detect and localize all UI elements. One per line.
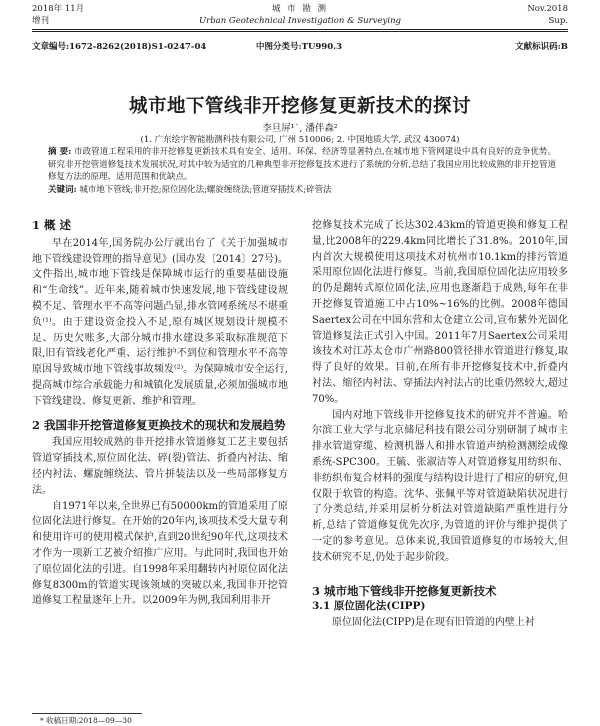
header-rule-2 xyxy=(32,31,568,32)
footnote-rule xyxy=(32,713,142,714)
abstract-label: 摘 要: xyxy=(48,147,72,157)
header-journal-name: 城 市 勘 测 xyxy=(271,4,329,14)
left-column xyxy=(32,218,288,609)
section-3-heading: 3 城市地下管线非开挖修复更新技术 xyxy=(312,583,497,598)
header-journal-english: Urban Geotechnical Investigation & Surveying xyxy=(199,16,401,26)
keywords-text: 城市地下管线;非开挖;原位固化法;螺旋缠绕法;管道穿插技术;碎管法 xyxy=(79,185,332,195)
section-2-paragraph-2: 自1971年以来,全世界已有50000km的管道采用了原位固化法进行修复。在开始的20年内,该项技术受大量专利和使用许可的使用模式保护,直到20世纪90年代,这项技术才作为一项新工艺被介绍推广应用。与此同时,我国也开始了原位固化法的引进。自1998年采用翻转内衬原位固化法修复8300m的管道实现该领域的突破以来,我国非开挖管道修复工程量逐年上升。以2009年为例,我国利用非开 xyxy=(32,500,288,607)
section-2-paragraph-4: 国内对地下管线非开挖修复技术的研究并不普遍。哈尔滨工业大学与北京储尼科技有限公司分别研制了城市主排水管道穿缆、检测机器人和排水管道声纳检测测绘成像系统-SPC300。王毓、张淑洁等人对管道修复用纺织布、非纺织布复合材料的强度与结构设计进行了相应的研究,但仅限于软管的构造。沈华、张佩平等对管道缺陷状况进行了分类总结,并采用层析分析法对管道缺陷严重性进行分析,总结了管道修复优先次序,为管道的评价与维护提供了一定的参考意见。总体来说,我国管道修复的市场较大,但技术研究不足,仍处于起步阶段。 xyxy=(312,409,568,563)
header-issue-sup-en: Sup. xyxy=(548,16,568,26)
author-affiliation: (1. 广东绘宇智能勘测科技有限公司, 广州 510006; 2. 中国地质大学, 武汉 430074) xyxy=(140,135,460,145)
section-1-heading: 1 概 述 xyxy=(32,218,72,232)
header-issue-date-en: Nov.2018 xyxy=(527,4,568,14)
section-2-heading: 2 我国非开挖管道修复更换技术的现状和发展趋势 xyxy=(32,417,286,432)
section-1-paragraph-1: 早在2014年,国务院办公厅就出台了《关于加强城市地下管线建设管理的指导意见》(国办发〔2014〕27号)。文件指出,城市地下管线是保障城市运行的重要基础设施和“生命线”。近年来,随着城市快速发展,地下管线建设规模不足、管理水平不高等问题凸显,排水管网系统尽不堪重负⁽¹⁾。由于建设资金投入不足,原有城区规划设计规模不足、历史欠账多,大部分城市排水建设多采取标准规范下限,旧有管线老化严重、运行维护不到位和管理水平不高等原因导致城市地下管线事故频发⁽²⁾。为保障城市安全运行,提高城市综合承载能力和城镇化发展质量,必须加强城市地下管线建设、修复更新、维护和管理。 xyxy=(32,237,288,407)
received-date-footnote: * 收稿日期:2018—09—30 xyxy=(40,716,132,725)
abstract-text: 市政管道工程采用的非开挖修复更新技术具有安全、适用、环保、经济等显著特点,在城市地下管网建设中具有良好的竞争优势。研究非开挖管道修复技术发展状况,对其中较为适宜的几种典型非开挖修复技术进行了系统的分析,总结了我国应用比较成熟的非开挖管道修复方法的原理、适用范围和优缺点。 xyxy=(48,147,556,183)
header-issue-date: 2018年 11月 xyxy=(32,4,85,14)
right-column xyxy=(312,218,568,631)
section-2-paragraph-3: 挖修复技术完成了长达302.43km的管道更换和修复工程量,比2008年的229.4km同比增长了31.8%。2010年,国内首次大规模使用这项技术对杭州市10.1km的排污管道采用原位固化法进行修复。当前,我国原位固化法应用较多的仍是翻转式原位固化法,应用也逐渐趋于成熟,每年在非开挖修复管道施工中占10%~16%的比例。2008年德国Saertex公司在中国东营和太仓建立公司,宣布紫外光固化管道修复法正式引入中国。2011年7月Saertex公司采用该技术对江苏太仓市广州路800管径排水管道进行修复,取得了良好的效果。目前,在所有非开挖修复技术中,折叠内衬法、缩径内衬法、穿插法内衬法占的比重仍然较大,超过70%。 xyxy=(312,220,568,405)
document-code: 文献标识码:B xyxy=(515,42,568,52)
section-3-1-paragraph-1: 原位固化法(CIPP)是在现有旧管道的内壁上衬 xyxy=(332,617,535,629)
header-issue-sup: 增刊 xyxy=(32,16,50,26)
keywords-label: 关键词: xyxy=(48,185,77,195)
section-2-paragraph-1: 我国应用较成熟的非开挖排水管道修复工艺主要包括管道穿插技术,原位固化法、碎(裂)管法、折叠内衬法、缩径内衬法、螺旋缠绕法、管片拼装法以及一些局部修复方法。 xyxy=(32,437,288,496)
paper-title: 城市地下管线非开挖修复更新技术的探讨 xyxy=(128,96,471,117)
classification-number: 中图分类号:TU990.3 xyxy=(256,42,342,52)
keywords xyxy=(48,184,556,196)
header-rule xyxy=(32,29,568,30)
section-3-1-heading: 3.1 原位固化法(CIPP) xyxy=(312,600,426,613)
paper-authors: 李旦屏¹˙, 潘伴森² xyxy=(262,123,338,134)
article-number: 文章编号:1672-8262(2018)S1-0247-04 xyxy=(32,42,207,52)
abstract xyxy=(48,146,556,184)
